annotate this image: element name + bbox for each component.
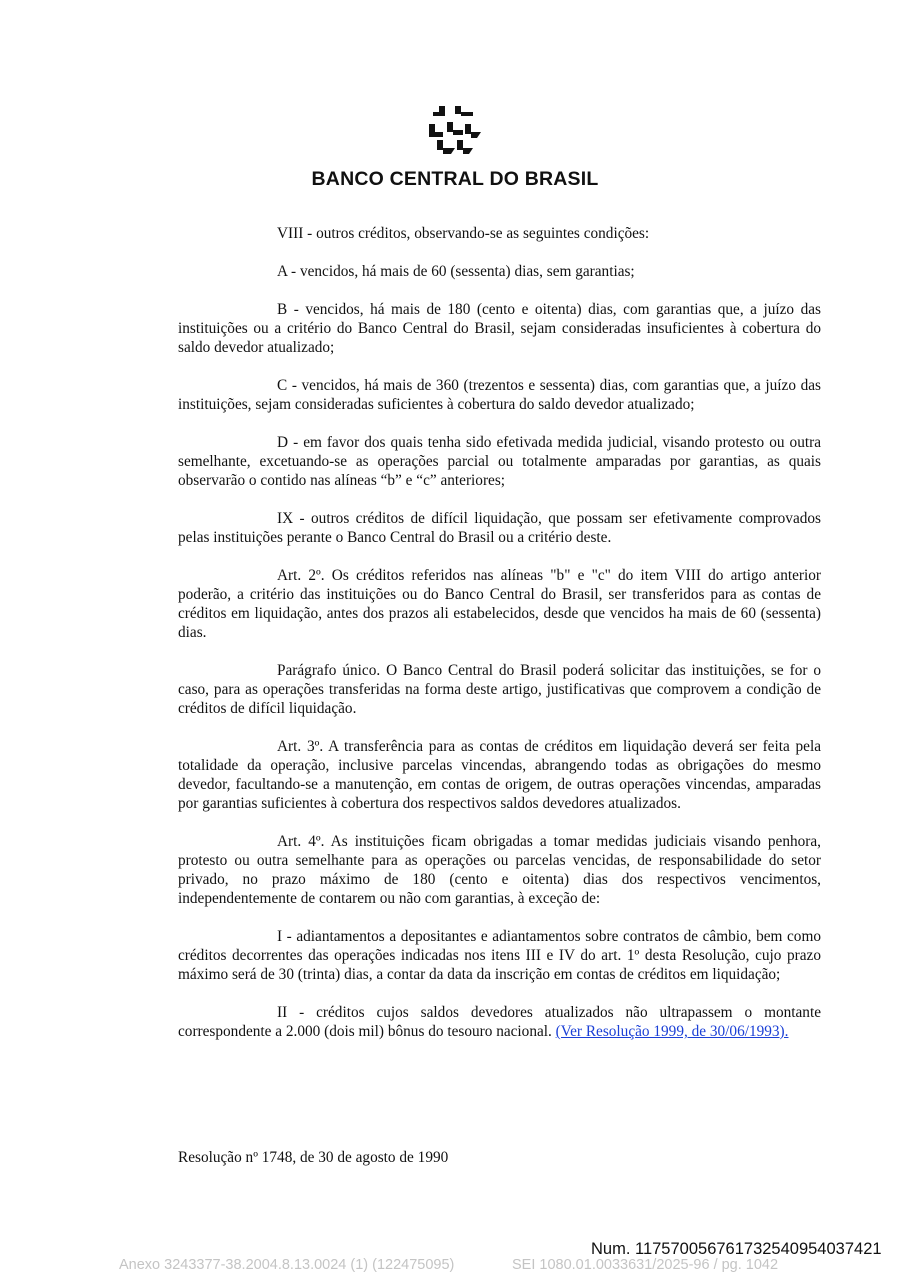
- paragraph: IX - outros créditos de difícil liquidação, que possam ser efetivamente comprovados pelas instituições perante o Banco Central do Brasil ou a critério deste.: [178, 510, 821, 546]
- anexo-stamp: Anexo 3243377-38.2004.8.13.0024 (1) (122475095): [119, 1257, 455, 1273]
- paragraph: Art. 2º. Os créditos referidos nas alíneas "b" e "c" do item VIII do artigo anterior poderão, a critério das instituições ou do Banco Central do Brasil, ser transferidos para as contas de créditos em liquidação, antes dos prazos ali estabelecidos, desde que vencidos ha mais de 60 (sessenta) dias.: [178, 567, 821, 641]
- bcb-emblem-icon: [425, 104, 485, 162]
- resolution-1999-link[interactable]: (Ver Resolução 1999, de 30/06/1993).: [555, 1023, 789, 1040]
- document-number-stamp: Num. 117570056761732540954037421: [591, 1240, 882, 1258]
- paragraph: Art. 3º. A transferência para as contas de créditos em liquidação deverá ser feita pela totalidade da operação, inclusive parcelas vincendas, abrangendo todas as obrigações do mesmo devedor, facultando-se a manutenção, em contas de origem, de outras operações vincendas, amparadas por garantias suficientes à cobertura dos respectivos saldos devedores atualizados.: [178, 738, 821, 812]
- document-body: [178, 224, 821, 1060]
- paragraph: [178, 1003, 821, 1041]
- paragraph: Art. 4º. As instituições ficam obrigadas a tomar medidas judiciais visando penhora, protesto ou outra semelhante para as operações ou parcelas vencidas, de responsabilidade do setor privado, no prazo máximo de 180 (cento e oitenta) dias dos respectivos vencimentos, independentemente de contarem ou não com garantias, à exceção de:: [178, 833, 821, 907]
- paragraph: I - adiantamentos a depositantes e adiantamentos sobre contratos de câmbio, bem como créditos decorrentes das operações indicadas nos itens III e IV do art. 1º desta Resolução, cujo prazo máximo será de 30 (trinta) dias, a contar da data da inscrição em contas de créditos em liquidação;: [178, 928, 821, 983]
- paragraph: A - vencidos, há mais de 60 (sessenta) dias, sem garantias;: [277, 263, 635, 280]
- paragraph: Parágrafo único. O Banco Central do Brasil poderá solicitar das instituições, se for o caso, para as operações transferidas na forma deste artigo, justificativas que comprovem a condição de créditos de difícil liquidação.: [178, 662, 821, 717]
- paragraph: VIII - outros créditos, observando-se as seguintes condições:: [277, 225, 650, 242]
- bcb-logo: [0, 104, 910, 162]
- paragraph: B - vencidos, há mais de 180 (cento e oitenta) dias, com garantias que, a juízo das instituições ou a critério do Banco Central do Brasil, sejam consideradas insuficientes à cobertura do saldo devedor atualizado;: [178, 301, 821, 356]
- paragraph-text: II - créditos cujos saldos devedores atualizados não ultrapassem o montante correspondente a 2.000 (dois mil) bônus do tesouro nacional.: [178, 1004, 821, 1040]
- resolution-reference: Resolução nº 1748, de 30 de agosto de 1990: [178, 1149, 449, 1166]
- paragraph: C - vencidos, há mais de 360 (trezentos e sessenta) dias, com garantias que, a juízo das instituições, sejam consideradas suficientes à cobertura do saldo devedor atualizado;: [178, 377, 821, 413]
- paragraph: D - em favor dos quais tenha sido efetivada medida judicial, visando protesto ou outra semelhante, excetuando-se as operações parcial ou totalmente amparadas por garantias, as quais observarão o contido nas alíneas “b” e “c” anteriores;: [178, 434, 821, 489]
- sei-stamp: SEI 1080.01.0033631/2025-96 / pg. 1042: [512, 1257, 779, 1273]
- institution-name: BANCO CENTRAL DO BRASIL: [311, 168, 599, 190]
